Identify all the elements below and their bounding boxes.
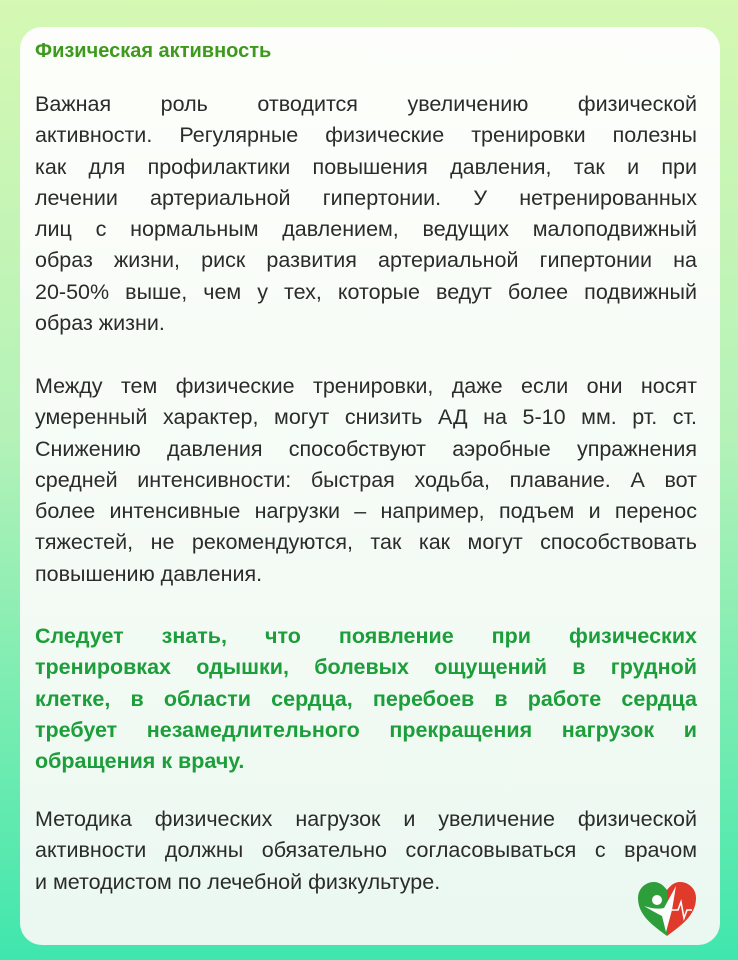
content-card (20, 27, 720, 945)
text-line: повышению давления. (35, 561, 263, 586)
text-line: образ жизни. (35, 311, 165, 336)
text-line: активности должны обязательно согласовываться с врачом (35, 838, 697, 863)
text-line: более интенсивные нагрузки – например, подъем и перенос (35, 499, 697, 524)
highlighted-warning-paragraph (35, 621, 697, 777)
text-line: клетке, в области сердца, перебоев в работе сердца (35, 686, 697, 711)
text-line: образ жизни, риск развития артериальной гипертонии на (35, 248, 697, 273)
text-line: Следует знать, что появление при физических (35, 624, 697, 648)
heart-person-pulse-icon (636, 880, 698, 938)
text-line: 20-50% выше, чем у тех, которые ведут более подвижный (35, 279, 697, 304)
text-line: средней интенсивности: быстрая ходьба, плавание. А вот (35, 467, 697, 492)
text-line: как для профилактики повышения давления, так и при (35, 154, 697, 179)
text-line: требует незамедлительного прекращения нагрузок и (35, 717, 697, 742)
text-line: Снижению давления способствуют аэробные упражнения (35, 436, 697, 461)
text-line: активности. Регулярные физические тренировки полезны (35, 123, 697, 148)
text-line: лечении артериальной гипертонии. У нетренированных (35, 185, 697, 210)
text-line: Важная роль отводится увеличению физической (35, 92, 697, 116)
paragraph-2 (35, 371, 697, 590)
text-line: тяжестей, не рекомендуются, так как могут способствовать (35, 530, 697, 555)
text-line: лиц с нормальным давлением, ведущих малоподвижный (35, 217, 697, 242)
text-line: Между тем физические тренировки, даже если они носят (35, 374, 697, 398)
text-line: и методистом по лечебной физкультуре. (35, 869, 441, 894)
text-line: умеренный характер, могут снизить АД на 5-10 мм. рт. ст. (35, 405, 697, 430)
text-line: Методика физических нагрузок и увеличение физической (35, 807, 697, 831)
text-line: обращения к врачу. (35, 749, 245, 774)
paragraph-4 (35, 804, 697, 898)
section-title: Физическая активность (35, 40, 272, 62)
text-line: тренировках одышки, болевых ощущений в грудной (35, 655, 697, 680)
paragraph-1 (35, 89, 697, 339)
